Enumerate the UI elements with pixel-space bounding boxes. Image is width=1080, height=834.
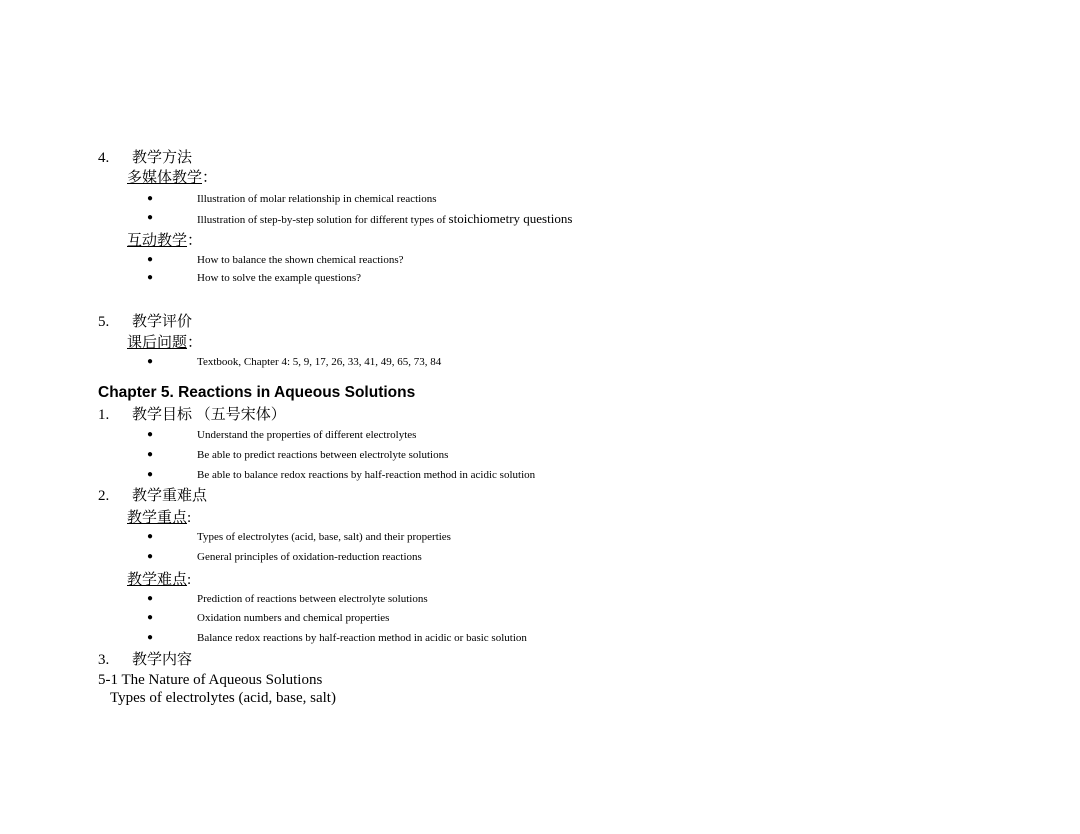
- subheading-label: 互动教学: [127, 233, 188, 249]
- bullet-icon: ●: [147, 193, 154, 204]
- objectives-heading: [98, 403, 286, 424]
- section-title: 教学目标 （五号宋体）: [132, 407, 286, 423]
- list-item-text: How to balance the shown chemical reactions?: [197, 254, 404, 266]
- list-item: [0, 449, 1080, 463]
- bullet-icon: ●: [147, 356, 154, 367]
- list-item: [0, 356, 1080, 370]
- chapter-heading: Chapter 5. Reactions in Aqueous Solutions: [98, 384, 416, 401]
- list-item-text: Understand the properties of different electrolytes: [197, 429, 417, 441]
- subheading-label: 课后问题: [127, 335, 188, 351]
- list-item: [0, 469, 1080, 483]
- list-item: [0, 272, 1080, 286]
- list-item-text: Illustration of molar relationship in chemical reactions: [197, 193, 437, 205]
- subheading-multimedia: [127, 166, 217, 187]
- bullet-icon: ●: [147, 551, 154, 562]
- subheading-colon: :: [187, 572, 192, 588]
- bullet-icon: ●: [147, 593, 154, 604]
- list-item: [0, 211, 1080, 227]
- subheading-key-points: [127, 506, 191, 527]
- subheading-homework: [127, 331, 202, 352]
- subheading-label: 多媒体教学: [127, 170, 203, 186]
- section-4-heading: [98, 146, 192, 167]
- subheading-label: 教学难点: [127, 572, 188, 588]
- list-item-text: Prediction of reactions between electrolyte solutions: [197, 593, 428, 605]
- list-item-text-main: Illustration of step-by-step solution for different types of: [197, 214, 449, 226]
- teaching-content-heading: [98, 648, 192, 669]
- list-item: [0, 593, 1080, 607]
- list-item: [0, 632, 1080, 646]
- bullet-icon: ●: [147, 272, 154, 283]
- subheading-difficult-points: [127, 568, 191, 589]
- list-item-text: Be able to balance redox reactions by half-reaction method in acidic solution: [197, 469, 536, 481]
- list-item-text-tail: stoichiometry questions: [448, 211, 573, 226]
- section-number: 1.: [98, 407, 110, 423]
- section-title: 教学重难点: [132, 488, 208, 504]
- section-title: 教学内容: [132, 652, 193, 668]
- list-item: [0, 551, 1080, 565]
- bullet-icon: ●: [147, 531, 154, 542]
- list-item-text: General principles of oxidation-reduction reactions: [197, 551, 422, 563]
- bullet-icon: ●: [147, 429, 154, 440]
- subheading-interactive: [127, 229, 202, 250]
- list-item: [0, 254, 1080, 268]
- section-number: 5.: [98, 314, 110, 330]
- bullet-icon: ●: [147, 449, 154, 460]
- subheading-colon: ：: [202, 170, 218, 186]
- list-item-text: How to solve the example questions?: [197, 272, 362, 284]
- list-item-text: Oxidation numbers and chemical properties: [197, 612, 390, 624]
- list-item-text: Balance redox reactions by half-reaction method in acidic or basic solution: [197, 632, 527, 644]
- list-item-text: Textbook, Chapter 4: 5, 9, 17, 26, 33, 41, 49, 65, 73, 84: [197, 356, 442, 368]
- bullet-icon: ●: [147, 632, 154, 643]
- list-item-text: Types of electrolytes (acid, base, salt) and their properties: [197, 531, 451, 543]
- content-line: Types of electrolytes (acid, base, salt): [110, 690, 336, 706]
- list-item: [0, 429, 1080, 443]
- section-title: 教学方法: [132, 150, 193, 166]
- list-item: [0, 612, 1080, 626]
- key-difficult-points-heading: [98, 484, 207, 505]
- section-number: 3.: [98, 652, 110, 668]
- list-item-text: [197, 211, 572, 227]
- subheading-label: 教学重点: [127, 510, 188, 526]
- list-item: [0, 531, 1080, 545]
- subheading-colon: ：: [187, 233, 203, 249]
- content-heading: 5-1 The Nature of Aqueous Solutions: [98, 672, 323, 688]
- section-5-heading: [98, 310, 192, 331]
- subheading-colon: ：: [187, 335, 203, 351]
- bullet-icon: ●: [147, 612, 154, 623]
- section-title: 教学评价: [132, 314, 193, 330]
- list-item-text: Be able to predict reactions between electrolyte solutions: [197, 449, 449, 461]
- section-number: 2.: [98, 488, 110, 504]
- list-item: [0, 193, 1080, 207]
- subheading-colon: :: [187, 510, 192, 526]
- bullet-icon: ●: [147, 254, 154, 265]
- section-number: 4.: [98, 150, 110, 166]
- bullet-icon: ●: [147, 212, 154, 223]
- bullet-icon: ●: [147, 469, 154, 480]
